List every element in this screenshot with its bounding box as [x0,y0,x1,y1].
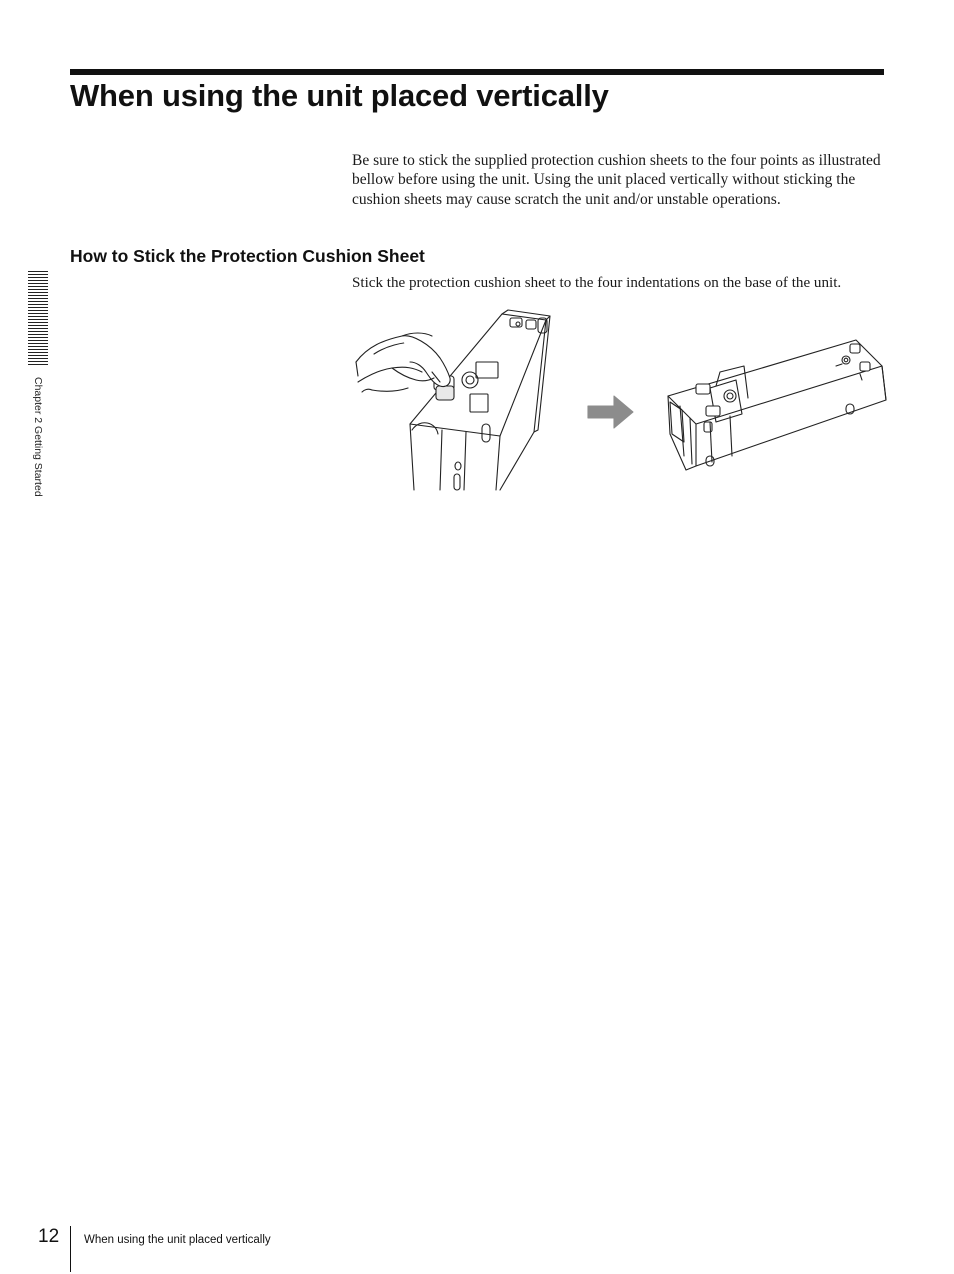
title-rule [70,69,884,75]
chapter-side-label: Chapter 2 Getting Started [32,377,44,497]
instruction-paragraph: Stick the protection cushion sheet to the four indentations on the base of the unit. [352,275,842,291]
footer-rule [70,1226,71,1272]
intro-paragraph: Be sure to stick the supplied protection cushion sheets to the four points as illustrated bellow before using the unit. Using the unit placed vertically without sticking the cushion sheets may cause scratch the unit and/or unstable operations. [352,152,881,208]
page-title: When using the unit placed vertically [70,78,609,113]
cushion-illustration [350,306,890,494]
page-number: 12 [38,1226,60,1247]
unit-with-hand-drawing [356,310,550,490]
arrow-right-icon [588,396,633,428]
footer-running-title: When using the unit placed vertically [84,1234,271,1246]
chapter-tab-marker [28,271,48,367]
unit-with-cushions-drawing [668,340,886,470]
section-heading: How to Stick the Protection Cushion Sheet [70,246,425,266]
